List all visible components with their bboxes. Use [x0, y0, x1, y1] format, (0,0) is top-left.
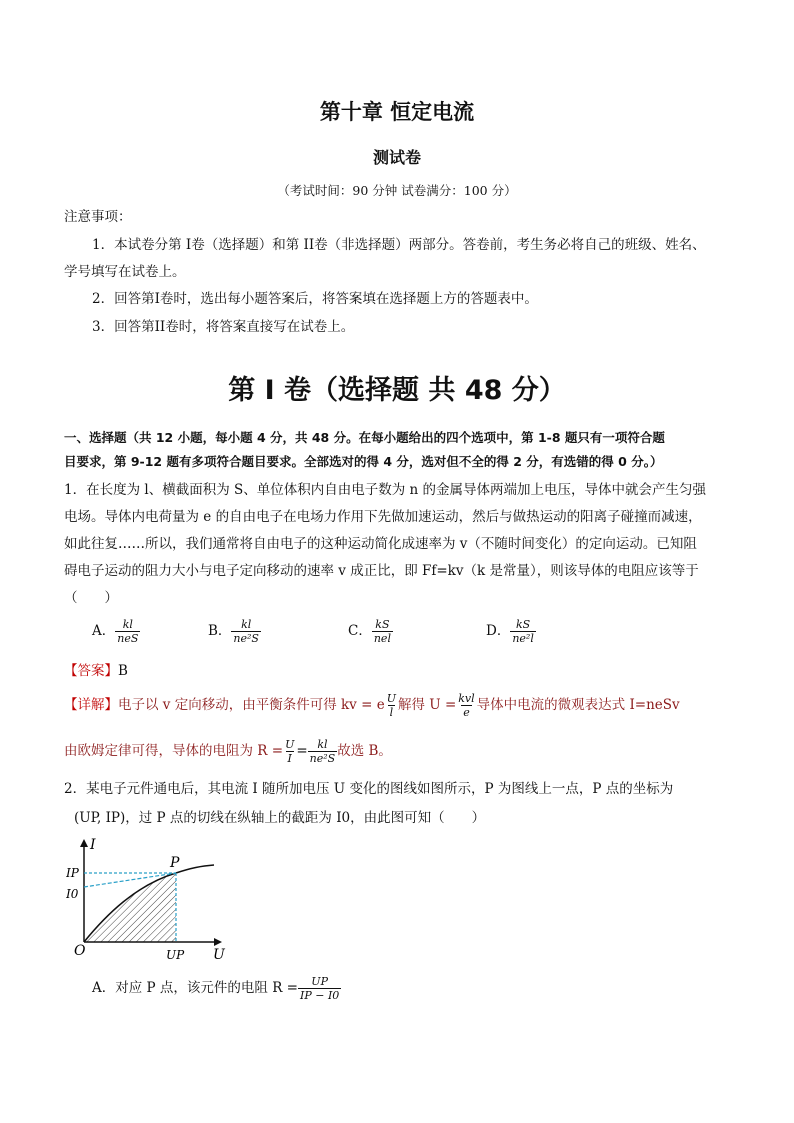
notes-item-3: 3．回答第II卷时，将答案直接写在试卷上。: [92, 319, 355, 335]
origin-label: O: [74, 943, 86, 959]
q1-option-a: A． $\frac{kl}{\text{neS}}$: [92, 618, 139, 645]
q2-iu-graph: [66, 835, 236, 965]
part1-instruction-1: 一、选择题（共 12 小题，每小题 4 分，共 48 分。在每小题给出的四个选项中，第 1-8 题只有一项符合题: [64, 430, 665, 445]
part1-instruction-2: 目要求，第 9-12 题有多项符合题目要求。全部选对的得 4 分，选对但不全的得 2 分，有选错的得 0 分。）: [64, 454, 663, 469]
axis-u-label: U: [213, 947, 225, 963]
notes-heading: 注意事项：: [64, 209, 132, 225]
hatched-area: [84, 873, 176, 942]
notes-item-1: 1．本试卷分第 I卷（选择题）和第 II卷（非选择题）两部分。答卷前，考生务必将自己的班级、姓名、: [92, 237, 706, 253]
q1-text-4: 碍电子运动的阻力大小与电子定向移动的速率 v 成正比，即 Ff=kv（k 是常量），则该导体的电阻应该等于: [64, 563, 699, 579]
ip-label: IP: [66, 866, 79, 880]
answer-value: B: [118, 663, 128, 679]
q1-answer: [64, 662, 128, 680]
notes-item-2: 2．回答第I卷时，选出每小题答案后，将答案填在选择题上方的答题表中。: [92, 291, 538, 307]
q1-option-c: C． $\frac{kS}{\text{nel}}$: [348, 618, 391, 645]
q1-detail-line-2: 由欧姆定律可得，导体的电阻为 R = $\frac{U}{I}$ = $\frac{kl}{\text{ne²S}}$ 故选 B。: [64, 738, 392, 765]
answer-tag: 【答案】: [64, 663, 118, 679]
u-axis-arrow: [214, 938, 222, 946]
i-axis-arrow: [80, 839, 88, 847]
axis-i-label: I: [90, 837, 96, 853]
q1-text-1: 1．在长度为 l、横截面积为 S、单位体积内自由电子数为 n 的金属导体两端加上电压，导体中就会产生匀强: [64, 482, 707, 498]
q1-option-b: B． $\frac{kl}{\text{ne²S}}$: [208, 618, 259, 645]
up-label: UP: [166, 948, 185, 962]
point-p-label: P: [170, 855, 180, 871]
q2-text-1: 2．某电子元件通电后，其电流 I 随所加电压 U 变化的图线如图所示，P 为图线上一点，P 点的坐标为: [64, 781, 674, 797]
q1-option-d: D． $\frac{kS}{\text{ne²l}}$: [486, 618, 534, 645]
detail-tag: 【详解】: [64, 697, 118, 713]
i0-label: I0: [66, 887, 79, 901]
exam-info: （考试时间：90 分钟 试卷满分：100 分）: [277, 183, 517, 198]
page-subtitle: 测试卷: [372, 148, 421, 167]
q1-text-3: 如此往复……所以，我们通常将自由电子的这种运动简化成速率为 v（不随时间变化）的定向运动。已知阻: [64, 536, 697, 552]
page-title: 第十章 恒定电流: [319, 100, 475, 124]
q2-option-a: A．对应 P 点，该元件的电阻 R = $\frac{UP}{IP - I0}$: [92, 975, 340, 1002]
q1-detail-line-1: 【详解】电子以 v 定向移动，由平衡条件可得 kv = e $\frac{U}{l}$ 解得 U = $\frac{\text{kvl}}{e}$ 导体中电流的微观表达式 I=neSv: [64, 692, 680, 719]
q1-text-5: （ ）: [64, 590, 118, 606]
q2-text-2: (UP, IP)，过 P 点的切线在纵轴上的截距为 I0，由此图可知（ ）: [74, 810, 486, 826]
q1-text-2: 电场。导体内电荷量为 e 的自由电子在电场力作用下先做加速运动，然后与做热运动的阳离子碰撞而减速，: [64, 509, 702, 525]
section-title: 第 I 卷（选择题 共 48 分）: [228, 375, 566, 406]
notes-item-1-cont: 学号填写在试卷上。: [64, 264, 186, 280]
